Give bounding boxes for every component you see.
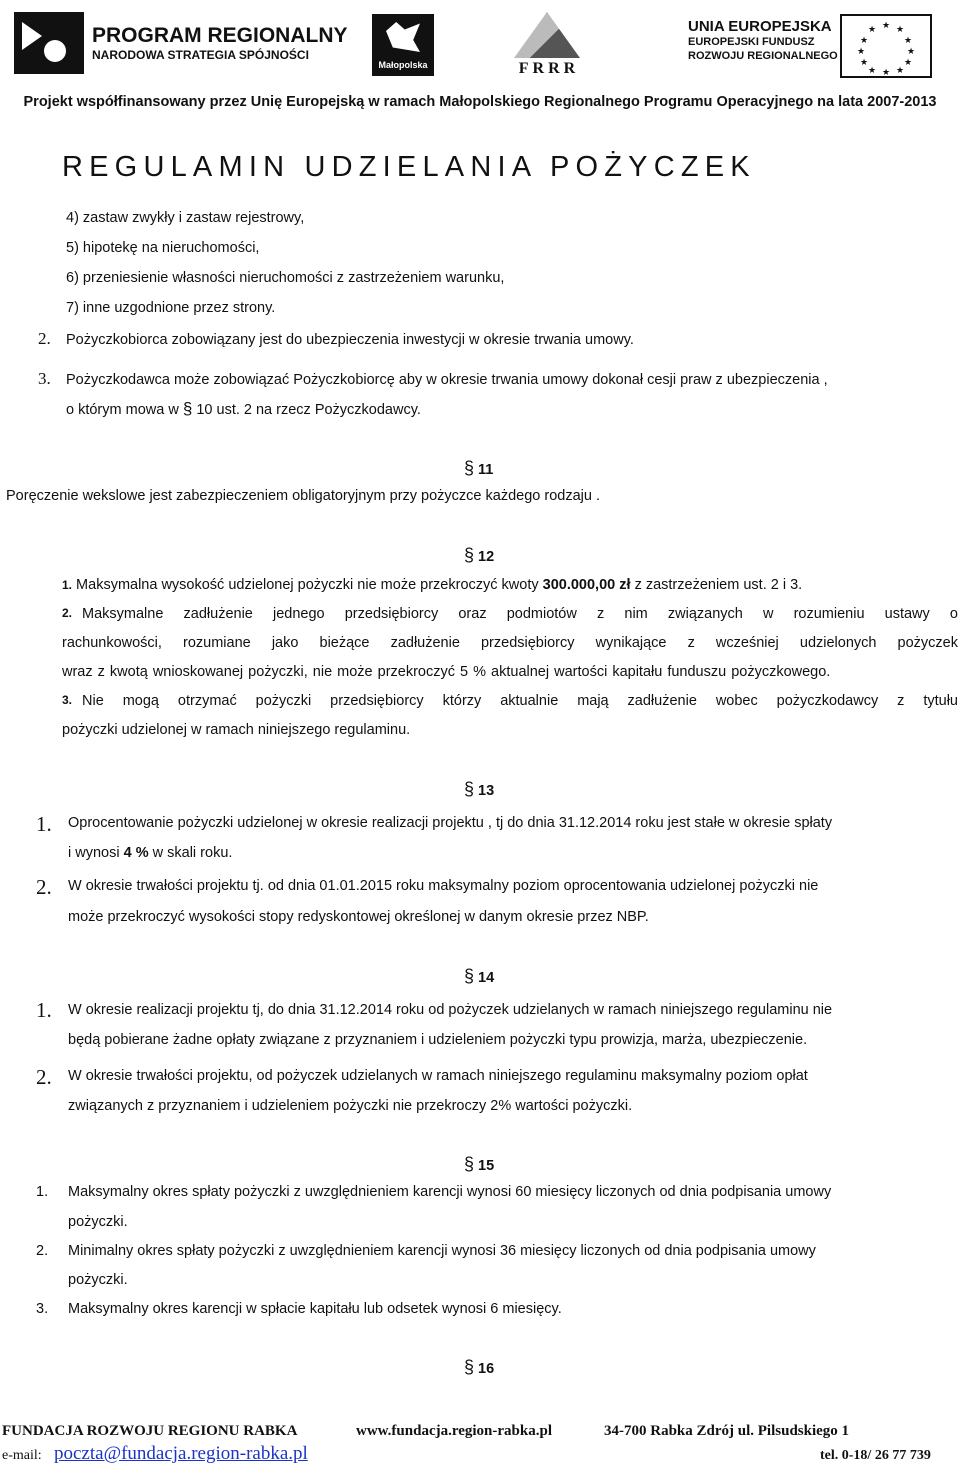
footer-email-link[interactable]: poczta@fundacja.region-rabka.pl [54,1443,308,1464]
item-number: 1. [36,998,52,1022]
frrr-label: FRRR [518,60,580,77]
list-item: 6) przeniesienie własności nieruchomości z zastrzeżeniem warunku, [66,270,505,286]
ue-text [688,18,838,63]
project-line: Projekt współfinansowany przez Unię Europejską w ramach Małopolskiego Regionalnego Programu Operacyjnego na lata 2007-2013 [23,94,937,110]
section-symbol: § [464,545,475,565]
s13-1-l2c: w skali roku. [152,845,233,861]
program-subtitle: NARODOWA STRATEGIA SPÓJNOŚCI [92,47,309,62]
paragraph-3-cont [66,399,421,420]
eu-flag-icon: ★ ★ ★ ★ ★ ★ ★ ★ ★ ★ ★ ★ [840,14,932,78]
s15-3-line1: Maksymalny okres karencji w spłacie kapitału lub odsetek wynosi 6 miesięcy. [68,1301,562,1317]
paragraph-3-c: 10 ust. 2 na rzecz Pożyczkodawcy. [196,402,421,418]
s14-2-line1: W okresie trwałości projektu, od pożyczek udzielanych w ramach niniejszego regulaminu maksymalny poziom opłat [68,1068,808,1084]
s12-2-line1: Maksymalne zadłużenie jednego przedsiębiorcy oraz podmiotów z nim związanych w rozumieniu ustawy o [82,606,958,622]
s13-2-line1: W okresie trwałości projektu tj. od dnia 01.01.2015 roku maksymalny poziom oprocentowania udzielonej pożyczki nie [68,878,819,894]
footer-phone: tel. 0-18/ 26 77 739 [820,1448,931,1463]
program-regionalny-icon [14,12,84,74]
footer-email-label: e-mail: [2,1448,42,1463]
section-number: 12 [478,549,495,565]
section-number: 14 [478,970,495,986]
section-heading-15 [464,1154,494,1175]
section-12-item-1 [62,575,802,595]
program-title: PROGRAM REGIONALNY [92,23,348,47]
s12-2-line3: wraz z kwotą wnioskowanej pożyczki, nie może przekroczyć 5 % aktualnej wartości kapitału funduszu pożyczkowego. [62,664,831,680]
ue-line2: ROZWOJU REGIONALNEGO [688,50,838,62]
s14-1-line2: będą pobierane żadne opłaty związane z przyznaniem i udzieleniem pożyczki typu prowizja, marża, ubezpieczenie. [68,1032,808,1048]
item-number: 1. [36,812,52,836]
item-number: 2. [36,1243,49,1259]
s15-1-line2: pożyczki. [68,1214,128,1230]
ue-line1: EUROPEJSKI FUNDUSZ [688,36,815,48]
frrr-icon [514,12,580,58]
section-heading-11 [464,458,493,479]
s13-1-rate: 4 % [123,845,149,861]
s15-2-line1: Minimalny okres spłaty pożyczki z uwzględnieniem karencji wynosi 36 miesięcy liczonych od dnia podpisania umowy [68,1243,816,1259]
section-number: 13 [478,783,495,799]
item-number: 2. [36,875,52,899]
section-number: 11 [478,462,494,478]
item-number: 2. [36,1065,52,1089]
footer-address: 34-700 Rabka Zdrój ul. Pilsudskiego 1 [604,1423,850,1439]
s13-1-l2a: i wynosi [68,845,120,861]
section-symbol: § [464,1357,475,1377]
malopolska-label: Małopolska [378,60,428,70]
malopolska-icon [386,22,420,52]
list-item: 7) inne uzgodnione przez strony. [66,300,276,316]
item-number: 2. [62,606,73,620]
s12-1-a: Maksymalna wysokość udzielonej pożyczki nie może przekroczyć kwoty [76,577,539,593]
paragraph-2: Pożyczkobiorca zobowiązany jest do ubezpieczenia inwestycji w okresie trwania umowy. [66,332,634,348]
ue-title: UNIA EUROPEJSKA [688,18,832,35]
section-number: 16 [478,1361,495,1377]
section-heading-16 [464,1357,494,1378]
section-heading-12 [464,545,494,566]
malopolska-logo [372,14,434,76]
list-item: 5) hipotekę na nieruchomości, [66,240,260,256]
section-heading-13 [464,779,494,800]
s13-2-line2: może przekroczyć wysokości stopy redyskontowej określonej w danym okresie przez NBP. [68,909,649,925]
s13-1-line2 [68,843,232,863]
s12-1-amount: 300.000,00 zł [542,577,631,593]
s15-2-line2: pożyczki. [68,1272,128,1288]
section-symbol: § [464,1154,475,1174]
section-symbol: § [464,966,475,986]
section-11-text: Poręczenie wekslowe jest zabezpieczeniem obligatoryjnym przy pożyczce każdego rodzaju . [6,488,600,504]
frrr-logo [508,12,590,78]
section-heading-14 [464,966,494,987]
paragraph-3: Pożyczkodawca może zobowiązać Pożyczkobiorcę aby w okresie trwania umowy dokonał cesji praw z ubezpieczenia , [66,372,828,388]
section-number: 15 [478,1158,495,1174]
s14-2-line2: związanych z przyznaniem i udzieleniem pożyczki nie przekroczy 2% wartości pożyczki. [68,1098,633,1114]
footer-org: FUNDACJA ROZWOJU REGIONU RABKA [2,1423,298,1439]
footer-www-link[interactable]: www.fundacja.region-rabka.pl [356,1423,552,1439]
item-number: 2. [38,329,51,348]
s12-3-line1: Nie mogą otrzymać pożyczki przedsiębiorcy którzy aktualnie mają zadłużenie wobec pożyczkodawcy z tytułu [82,693,958,709]
item-number: 1. [62,578,73,592]
paragraph-3-b: o którym mowa w [66,402,179,418]
s12-2-line2: rachunkowości, rozumiane jako bieżące zadłużenie przedsiębiorcy wynikające z wcześniej udzielonych pożyczek [62,635,958,651]
s12-1-c: z zastrzeżeniem ust. 2 i 3. [634,577,803,593]
item-number: 1. [36,1184,49,1200]
section-symbol: § [464,458,475,478]
item-number: 3. [38,369,51,388]
item-number: 3. [62,693,73,707]
s15-1-line1: Maksymalny okres spłaty pożyczki z uwzględnieniem karencji wynosi 60 miesięcy liczonych od dnia podpisania umowy [68,1184,832,1200]
program-regionalny-logo [14,12,348,74]
section-symbol: § [464,779,475,799]
s14-1-line1: W okresie realizacji projektu tj, do dnia 31.12.2014 roku od pożyczek udzielanych w ramach niniejszego regulaminu nie [68,1002,833,1018]
list-item: 4) zastaw zwykły i zastaw rejestrowy, [66,210,305,226]
page-title: REGULAMIN UDZIELANIA POŻYCZEK [62,151,756,183]
s13-1-line1: Oprocentowanie pożyczki udzielonej w okresie realizacji projektu , tj do dnia 31.12.2014 roku jest stałe w okresie spłaty [68,815,833,831]
s12-3-line2: pożyczki udzielonej w ramach niniejszego regulaminu. [62,722,411,738]
item-number: 3. [36,1301,49,1317]
section-symbol: § [182,399,193,418]
